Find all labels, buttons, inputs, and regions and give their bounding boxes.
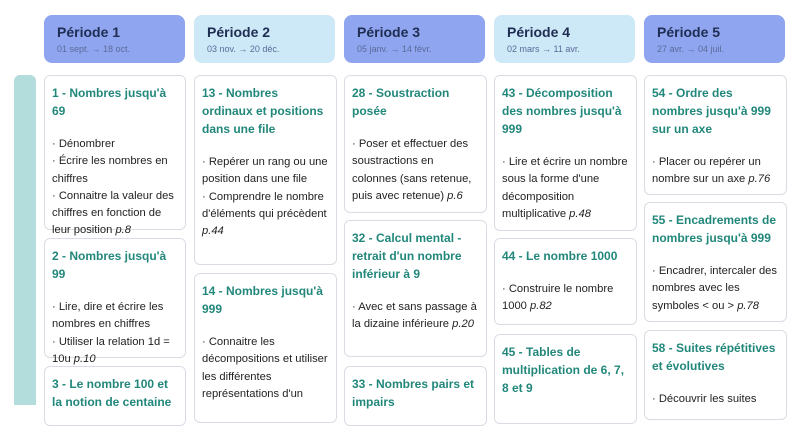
lesson-card-54[interactable] — [644, 75, 787, 195]
lesson-title: 44 - Le nombre 1000 — [502, 249, 618, 263]
page-reference: p.76 — [748, 173, 771, 186]
lesson-objectives — [352, 299, 479, 334]
period-dates: 01 sept. → 18 oct. — [57, 44, 131, 54]
period-title: Période 1 — [57, 24, 121, 40]
lesson-card-43[interactable] — [494, 75, 637, 231]
objective-line: · Connaitre les décompositions et utiliser les différentes représentations d'un — [202, 336, 328, 400]
lesson-title: 33 - Nombres pairs et impairs — [352, 377, 475, 409]
lesson-card-28[interactable] — [344, 75, 487, 213]
lesson-objectives — [202, 334, 329, 403]
lesson-title: 28 - Soustraction posée — [352, 86, 450, 118]
lesson-title: 54 - Ordre des nombres jusqu'à 999 sur un axe — [652, 86, 771, 136]
lesson-objectives — [502, 154, 629, 223]
objective-line: · Poser et effectuer des soustractions en colonnes (sans retenue, puis avec retenue) p.6 — [352, 138, 472, 202]
objective-line: · Encadrer, intercaler des nombres avec les symboles < ou > p.78 — [652, 265, 777, 312]
period-header-3[interactable] — [344, 15, 485, 63]
period-header-4[interactable] — [494, 15, 635, 63]
page-reference: p.44 — [202, 225, 224, 238]
page-reference: p.8 — [115, 224, 131, 237]
lesson-card-44[interactable] — [494, 238, 637, 325]
lesson-card-3[interactable] — [44, 366, 186, 426]
lesson-title: 14 - Nombres jusqu'à 999 — [202, 284, 323, 316]
page-reference: p.6 — [447, 189, 463, 202]
lesson-title: 3 - Le nombre 100 et la notion de centaine — [52, 377, 172, 409]
lesson-card-55[interactable] — [644, 202, 787, 322]
lesson-objectives — [52, 299, 178, 368]
lesson-card-1[interactable] — [44, 75, 186, 237]
lesson-title: 45 - Tables de multiplication de 6, 7, 8 et 9 — [502, 345, 625, 395]
lesson-objectives — [652, 154, 779, 189]
lesson-card-32[interactable] — [344, 220, 487, 357]
page-reference: p.10 — [73, 352, 96, 365]
lesson-objectives — [502, 281, 629, 316]
objective-line: · Placer ou repérer un nombre sur un axe p.76 — [652, 156, 771, 186]
objective-line: · Repérer un rang ou une position dans une file — [202, 156, 328, 186]
lesson-objectives — [652, 263, 779, 315]
lesson-card-13[interactable] — [194, 75, 337, 265]
lesson-card-14[interactable] — [194, 273, 337, 423]
page-reference: p.78 — [737, 299, 759, 312]
objective-line: · Comprendre le nombre d'éléments qui précèdent p.44 — [202, 190, 327, 238]
period-dates: 02 mars → 11 avr. — [507, 44, 580, 54]
objective-line: · Lire et écrire un nombre sous la forme d'une décomposition multiplicative p.48 — [502, 156, 628, 220]
objective-line: · Lire, dire et écrire les nombres en chiffres — [52, 301, 164, 331]
lesson-title: 32 - Calcul mental - retrait d'un nombre inférieur à 9 — [352, 231, 462, 281]
period-header-2[interactable] — [194, 15, 335, 63]
lesson-title: 58 - Suites répétitives et évolutives — [652, 341, 776, 373]
objective-line: · Écrire les nombres en chiffres — [52, 155, 168, 185]
lesson-card-45[interactable] — [494, 334, 637, 424]
lesson-title: 1 - Nombres jusqu'à 69 — [52, 86, 167, 118]
period-dates: 05 janv. → 14 févr. — [357, 44, 432, 54]
lesson-card-33[interactable] — [344, 366, 487, 426]
period-title: Période 3 — [357, 24, 421, 40]
objective-line: · Avec et sans passage à la dizaine inférieure p.20 — [352, 301, 477, 331]
lesson-card-58[interactable] — [644, 330, 787, 420]
lesson-objectives — [202, 154, 329, 240]
lesson-objectives — [352, 136, 479, 205]
objective-line: · Utiliser la relation 1d = 10u p.10 — [52, 335, 170, 365]
period-title: Période 4 — [507, 24, 571, 40]
period-title: Période 2 — [207, 24, 271, 40]
objective-line: · Découvrir les suites — [652, 393, 757, 405]
period-title: Période 5 — [657, 24, 721, 40]
period-dates: 27 avr. → 04 juil. — [657, 44, 725, 54]
period-header-5[interactable] — [644, 15, 785, 63]
objective-line: · Construire le nombre 1000 p.82 — [502, 283, 614, 313]
lesson-title: 13 - Nombres ordinaux et positions dans une file — [202, 86, 324, 136]
lesson-title: 55 - Encadrements de nombres jusqu'à 999 — [652, 213, 777, 245]
objective-line: · Connaitre la valeur des chiffres en fonction de leur position p.8 — [52, 189, 174, 237]
page-reference: p.82 — [530, 300, 552, 313]
lesson-title: 43 - Décomposition des nombres jusqu'à 999 — [502, 86, 622, 136]
period-header-1[interactable] — [44, 15, 185, 63]
page-reference: p.20 — [452, 318, 474, 331]
objective-line: · Dénombrer — [52, 138, 115, 150]
lesson-objectives — [52, 136, 178, 240]
page-reference: p.48 — [569, 207, 591, 220]
period-dates: 03 nov. → 20 déc. — [207, 44, 280, 54]
lesson-title: 2 - Nombres jusqu'à 99 — [52, 249, 167, 281]
sidebar-strip — [14, 75, 36, 405]
lesson-card-2[interactable] — [44, 238, 186, 365]
